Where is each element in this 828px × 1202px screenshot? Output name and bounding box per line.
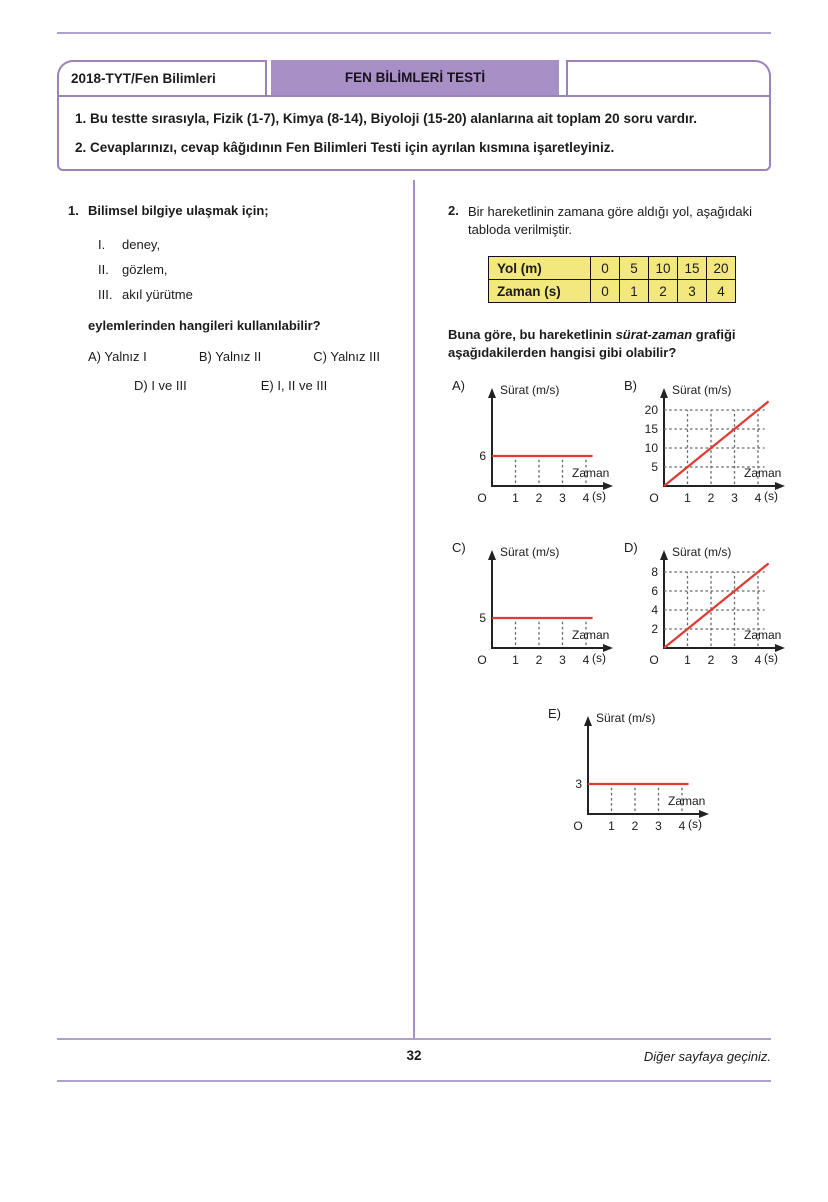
svg-text:1: 1	[512, 491, 519, 505]
graph-option-d	[624, 536, 794, 680]
table-value-cell: 4	[707, 280, 736, 303]
prompt-text: Buna göre, bu hareketlinin	[448, 327, 616, 342]
header	[57, 60, 771, 95]
table-value-cell: 15	[678, 257, 707, 280]
option-b: B) Yalnız II	[198, 349, 262, 364]
instructions-box	[57, 95, 771, 171]
svg-text:O: O	[649, 653, 659, 667]
table-value-cell: 20	[707, 257, 736, 280]
question-2-stem: Bir hareketlinin zamana göre aldığı yol, aşağıdaki tabloda verilmiştir.	[468, 204, 752, 237]
speed-time-graph-a	[452, 374, 622, 518]
svg-text:4: 4	[678, 819, 686, 833]
svg-text:2: 2	[707, 491, 715, 505]
exam-code-label: 2018-TYT/Fen Bilimleri	[71, 71, 216, 86]
header-right-box	[566, 60, 771, 95]
svg-text:3: 3	[559, 491, 566, 505]
svg-text:(s): (s)	[764, 651, 778, 665]
svg-text:Zaman: Zaman	[744, 466, 782, 480]
footer	[57, 1048, 771, 1070]
svg-text:O: O	[649, 491, 659, 505]
question-1-options-row-2	[134, 378, 413, 393]
question-1-number: 1.	[68, 203, 79, 218]
table-row	[489, 257, 736, 280]
svg-text:Sürat (m/s): Sürat (m/s)	[596, 711, 656, 725]
speed-time-graph-b	[624, 374, 794, 518]
graph-row-1	[452, 374, 828, 518]
svg-text:6: 6	[651, 584, 658, 598]
svg-text:Zaman: Zaman	[744, 628, 782, 642]
svg-text:Zaman: Zaman	[668, 794, 706, 808]
svg-text:4: 4	[582, 491, 590, 505]
svg-text:1: 1	[608, 819, 615, 833]
instruction-line-2: 2. Cevaplarınızı, cevap kâğıdının Fen Bilimleri Testi için ayrılan kısmına işaretleyiniz.	[75, 140, 615, 155]
speed-time-graph-d	[624, 536, 794, 680]
footer-bottom-rule	[57, 1080, 771, 1082]
svg-text:5: 5	[479, 611, 486, 625]
footer-note: Diğer sayfaya geçiniz.	[643, 1049, 771, 1064]
column-divider	[413, 180, 415, 1038]
item-numeral: II.	[98, 262, 109, 277]
svg-text:3: 3	[575, 777, 582, 791]
question-1-items	[98, 232, 413, 307]
graph-option-c	[452, 536, 622, 680]
svg-text:2: 2	[631, 819, 639, 833]
svg-text:Zaman: Zaman	[572, 628, 610, 642]
svg-text:(s): (s)	[592, 489, 606, 503]
table-value-cell: 5	[620, 257, 649, 280]
graph-row-2	[452, 536, 828, 680]
svg-text:2: 2	[535, 653, 543, 667]
svg-text:4: 4	[582, 653, 590, 667]
header-gap	[559, 60, 566, 95]
item-text: deney,	[122, 237, 161, 252]
svg-text:3: 3	[559, 653, 566, 667]
svg-text:3: 3	[731, 653, 738, 667]
svg-text:Sürat (m/s): Sürat (m/s)	[500, 545, 560, 559]
table-value-cell: 1	[620, 280, 649, 303]
svg-text:4: 4	[754, 653, 762, 667]
question-1	[57, 203, 413, 393]
svg-text:2: 2	[535, 491, 543, 505]
graph-b-letter: B)	[624, 378, 637, 393]
svg-text:Zaman: Zaman	[572, 466, 610, 480]
list-item	[98, 282, 413, 307]
svg-text:O: O	[573, 819, 583, 833]
table-value-cell: 3	[678, 280, 707, 303]
svg-text:Sürat (m/s): Sürat (m/s)	[672, 383, 732, 397]
graph-e-letter: E)	[548, 706, 561, 721]
prompt-text: grafiği aşağıdakilerden hangisi gibi olabilir?	[448, 327, 736, 360]
question-2-number: 2.	[448, 203, 459, 218]
table-value-cell: 0	[591, 257, 620, 280]
table-value-cell: 10	[649, 257, 678, 280]
question-1-options-row-1	[88, 349, 380, 364]
graph-option-a	[452, 374, 622, 518]
svg-text:1: 1	[684, 491, 691, 505]
svg-text:Sürat (m/s): Sürat (m/s)	[500, 383, 560, 397]
svg-text:5: 5	[651, 460, 658, 474]
item-text: akıl yürütme	[122, 287, 193, 302]
svg-text:4: 4	[754, 491, 762, 505]
graph-c-letter: C)	[452, 540, 466, 555]
svg-text:15: 15	[644, 422, 658, 436]
table-value-cell: 2	[649, 280, 678, 303]
svg-text:8: 8	[651, 565, 658, 579]
footer-top-rule	[57, 1038, 771, 1040]
graph-option-e	[548, 702, 718, 846]
question-1-stem: Bilimsel bilgiye ulaşmak için;	[88, 203, 269, 218]
table-row	[489, 280, 736, 303]
top-rule	[57, 32, 771, 34]
exam-code-box	[57, 60, 267, 95]
instruction-line-1: 1. Bu testte sırasıyla, Fizik (1-7), Kimya (8-14), Biyoloji (15-20) alanlarına ait toplam 20 soru vardır.	[75, 111, 697, 126]
svg-text:2: 2	[707, 653, 715, 667]
svg-text:O: O	[477, 653, 487, 667]
svg-text:3: 3	[731, 491, 738, 505]
svg-text:1: 1	[684, 653, 691, 667]
option-e: E) I, II ve III	[260, 378, 328, 393]
item-numeral: I.	[98, 237, 106, 252]
item-text: gözlem,	[122, 262, 168, 277]
graph-a-letter: A)	[452, 378, 465, 393]
item-numeral: III.	[98, 287, 113, 302]
question-2-prompt	[448, 326, 766, 362]
svg-text:10: 10	[644, 441, 658, 455]
svg-text:(s): (s)	[592, 651, 606, 665]
question-1-stem2: eylemlerinden hangileri kullanılabilir?	[88, 318, 321, 333]
svg-text:(s): (s)	[688, 817, 702, 831]
svg-text:Sürat (m/s): Sürat (m/s)	[672, 545, 732, 559]
svg-text:2: 2	[651, 622, 658, 636]
option-a: A) Yalnız I	[88, 349, 147, 364]
graph-row-3	[548, 702, 828, 846]
test-title-banner	[271, 60, 559, 95]
prompt-italic-text: sürat-zaman	[615, 327, 693, 342]
svg-text:1: 1	[512, 653, 519, 667]
svg-text:20: 20	[644, 403, 658, 417]
table-label-cell: Yol (m)	[489, 257, 591, 280]
table-label-cell: Zaman (s)	[489, 280, 591, 303]
question-2	[448, 203, 828, 846]
svg-text:3: 3	[655, 819, 662, 833]
distance-time-table	[488, 256, 736, 303]
svg-text:6: 6	[479, 449, 486, 463]
graph-option-b	[624, 374, 794, 518]
option-c: C) Yalnız III	[313, 349, 380, 364]
svg-text:4: 4	[651, 603, 658, 617]
table-value-cell: 0	[591, 280, 620, 303]
page-number: 32	[406, 1048, 422, 1063]
list-item	[98, 232, 413, 257]
test-title-label: FEN BİLİMLERİ TESTİ	[344, 70, 486, 85]
svg-text:O: O	[477, 491, 487, 505]
svg-text:(s): (s)	[764, 489, 778, 503]
speed-time-graph-e	[548, 702, 718, 846]
list-item	[98, 257, 413, 282]
option-d: D) I ve III	[134, 378, 187, 393]
content	[57, 180, 782, 1038]
graph-d-letter: D)	[624, 540, 638, 555]
speed-time-graph-c	[452, 536, 622, 680]
